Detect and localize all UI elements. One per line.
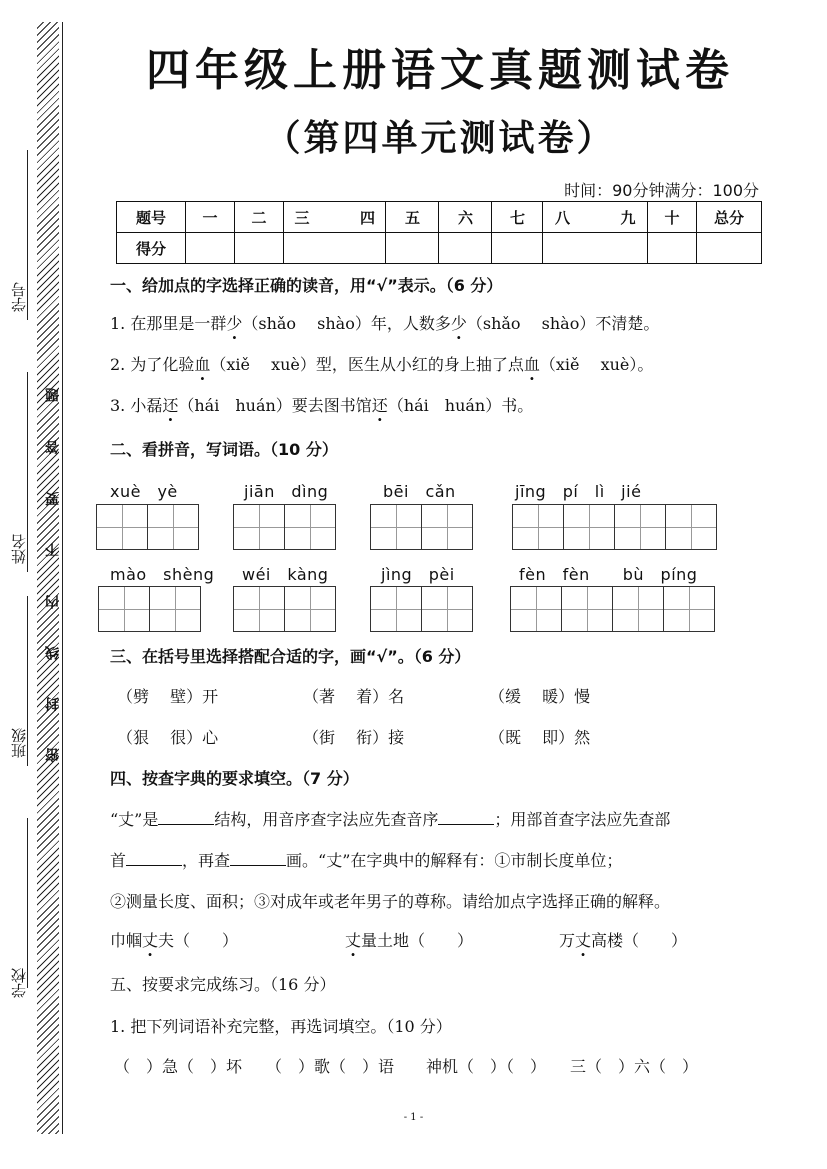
question-text: 巾帼 [110,931,143,950]
score-table-cell: 总分 [697,202,762,233]
score-entry-cell[interactable] [186,233,235,264]
choice-item[interactable]: （既 即）然 [489,728,591,747]
choice-item[interactable]: （缓 暖）慢 [489,687,591,706]
writing-cell[interactable] [421,586,473,632]
score-table [116,201,762,264]
writing-cell[interactable] [284,586,336,632]
question-text: （shǎo shào）年，人数多 [242,314,451,333]
score-table-cell [543,202,648,233]
score-table-score-row [117,233,762,264]
score-entry-cell[interactable] [543,233,648,264]
seal-char: 答 [45,440,61,454]
question-text: ，再查 [182,851,231,870]
score-entry-cell[interactable] [439,233,492,264]
seal-char: 要 [45,492,61,506]
writing-cell[interactable] [147,504,199,550]
writing-grid[interactable] [510,586,715,632]
question-text: 1. 在那里是一群 [110,314,227,333]
writing-cell[interactable] [421,504,473,550]
section-heading: 四、按查字典的要求填空。（7 分） [110,769,359,788]
writing-cell[interactable] [149,586,201,632]
answer-blank[interactable] [126,851,182,866]
pinyin-label: bēi cǎn [383,482,456,501]
fill-in-line[interactable]: （ ）急（ ）坏 （ ）歌（ ）语 神机（ ）（ ） 三（ ）六（ ） [114,1057,699,1076]
dotted-char: 丈 [142,931,159,950]
field-school: 学校 [10,968,28,998]
writing-cell[interactable] [284,504,336,550]
seal-char: 题 [45,388,61,402]
section-heading: 五、按要求完成练习。（16 分） [110,975,336,994]
score-table-cell: 十 [648,202,697,233]
page-title: 四年级上册语文真题测试卷 [146,45,734,96]
score-table-cell: 六 [439,202,492,233]
seal-char: 密 [45,748,61,762]
question-text: 画。“丈”在字典中的解释有：①市制长度单位； [286,851,623,870]
writing-cell[interactable] [663,586,715,632]
pinyin-label: fèn fèn bù píng [519,565,698,584]
pinyin-label: jiān dìng [244,482,329,501]
score-table-cell: 五 [386,202,439,233]
question-text: 2. 为了化验 [110,355,195,374]
score-entry-cell[interactable] [235,233,284,264]
question-text: （hái huán）要去图书馆 [178,396,372,415]
question-text: 结构，用音序查字法应先查音序 [214,810,439,829]
exam-meta: 时间：90分钟满分：100分 [564,181,759,200]
question-text: 3. 小磊 [110,396,163,415]
seal-char: 不 [45,543,61,557]
page-number: - 1 - [403,1112,424,1123]
choice-item[interactable]: （街 衔）接 [303,728,405,747]
question-text: 万 [559,931,576,950]
writing-cell[interactable] [233,504,285,550]
binding-edge-line [62,22,63,1134]
writing-cell[interactable] [233,586,285,632]
score-table-label: 三 [294,208,310,227]
choice-item[interactable]: （著 着）名 [303,687,405,706]
writing-cell[interactable] [512,504,564,550]
question-line: 1. 把下列词语补充完整，再选词填空。（10 分） [110,1017,452,1036]
question-text: （xiě xuè）型，医生从小红的身上抽了点 [210,355,524,374]
score-table-label: 八 [554,208,570,227]
dotted-char: 还 [371,396,388,415]
question-text: 量土地（ ） [361,931,474,950]
score-table-cell [284,202,386,233]
question-line [110,352,653,375]
seal-char: 封 [45,697,61,711]
section-heading: 二、看拼音，写词语。（10 分） [110,440,338,459]
dotted-char: 还 [162,396,179,415]
writing-cell[interactable] [98,586,150,632]
writing-cell[interactable] [370,586,422,632]
writing-cell[interactable] [612,586,664,632]
writing-cell[interactable] [665,504,717,550]
question-line [559,928,687,951]
choice-item[interactable]: （狠 很）心 [117,728,219,747]
pinyin-label: jīng pí lì jié [515,482,642,501]
score-entry-cell[interactable] [648,233,697,264]
score-table-label: 九 [620,208,636,227]
question-line [110,311,659,334]
score-table-label: 四 [359,208,375,227]
score-entry-cell[interactable] [386,233,439,264]
dotted-char: 丈 [575,931,592,950]
writing-grid[interactable] [512,504,717,550]
question-text: “丈”是 [110,810,159,829]
field-student-number: 学号 [10,282,28,312]
seal-char: 内 [45,595,61,609]
field-underline [27,818,28,988]
page-subtitle: （第四单元测试卷） [264,118,616,159]
score-entry-cell[interactable] [284,233,386,264]
pinyin-label: jìng pèi [381,565,455,584]
dotted-char: 血 [523,355,540,374]
writing-grid[interactable] [233,586,336,632]
pinyin-label: mào shèng [110,565,215,584]
score-entry-cell[interactable] [697,233,762,264]
writing-cell[interactable] [563,504,615,550]
question-text: 首 [110,851,127,870]
pinyin-label: wéi kàng [242,565,329,584]
section-heading: 三、在括号里选择搭配合适的字，画“√”。（6 分） [110,647,471,666]
question-text: 高楼（ ） [591,931,688,950]
score-table-cell: 题号 [117,202,186,233]
writing-grid[interactable] [96,504,199,550]
dotted-char: 少 [450,314,467,333]
question-line [110,928,238,951]
writing-cell[interactable] [96,504,148,550]
question-text: （xiě xuè）。 [539,355,654,374]
writing-grid[interactable] [370,586,473,632]
answer-blank[interactable] [230,851,286,866]
question-line [110,393,533,416]
score-table-cell: 七 [492,202,543,233]
writing-grid[interactable] [233,504,336,550]
dotted-char: 少 [226,314,243,333]
dotted-char: 血 [194,355,211,374]
writing-cell[interactable] [510,586,562,632]
binding-hatch-band [37,22,59,1134]
writing-grid[interactable] [370,504,473,550]
score-table-cell: 得分 [117,233,186,264]
question-text: ；用部首查字法应先查部 [494,810,671,829]
writing-cell[interactable] [561,586,613,632]
section-heading: 一、给加点的字选择正确的读音，用“√”表示。（6 分） [110,276,503,295]
score-table-header-row [117,202,762,233]
score-table-cell: 一 [186,202,235,233]
pinyin-label: xuè yè [110,482,178,501]
writing-grid[interactable] [98,586,201,632]
score-table-cell: 二 [235,202,284,233]
score-entry-cell[interactable] [492,233,543,264]
answer-blank[interactable] [158,810,214,825]
writing-cell[interactable] [614,504,666,550]
writing-cell[interactable] [370,504,422,550]
question-line: ②测量长度、面积；③对成年或老年男子的尊称。请给加点字选择正确的解释。 [110,892,671,911]
question-text: （shǎo shào）不清楚。 [466,314,660,333]
question-line [110,848,622,871]
answer-blank[interactable] [438,810,494,825]
field-class: 班级 [10,728,28,758]
seal-char: 线 [45,646,61,660]
question-line [110,807,670,830]
choice-item[interactable]: （劈 壁）开 [117,687,219,706]
field-name: 姓名 [10,534,28,564]
question-text: （hái huán）书。 [387,396,534,415]
dotted-char: 丈 [345,931,362,950]
question-line [345,928,473,951]
question-text: 夫（ ） [158,931,239,950]
